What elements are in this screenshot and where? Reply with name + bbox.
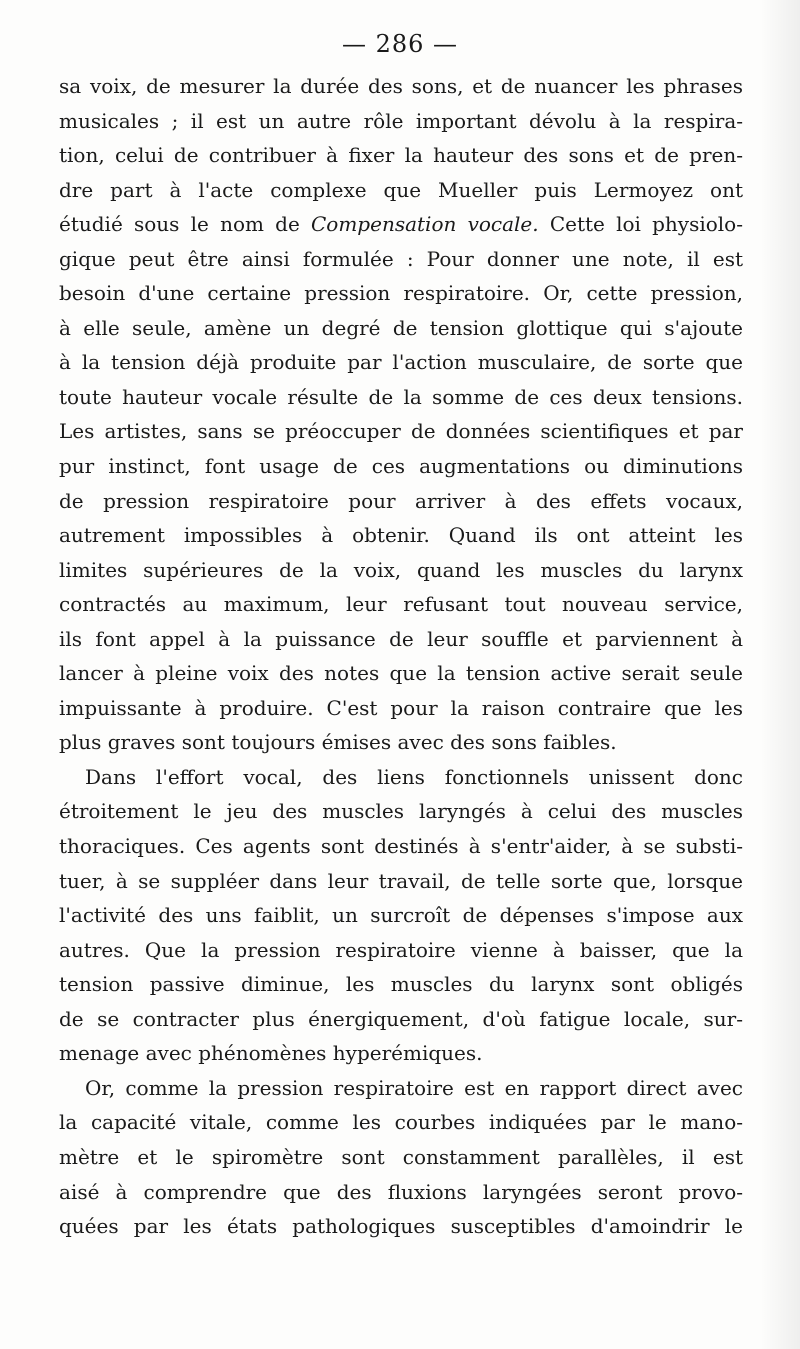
text-line: étroitement le jeu des muscles laryngés à celui des muscles bbox=[59, 799, 743, 824]
text-line: tension passive diminue, les muscles du larynx sont obligés bbox=[59, 972, 743, 997]
paragraph-end-line: plus graves sont toujours émises avec des sons faibles. bbox=[59, 730, 617, 755]
text-segment: étudié sous le nom de bbox=[59, 212, 300, 237]
text-line: pur instinct, font usage de ces augmentations ou diminutions bbox=[59, 454, 743, 479]
text-line: Les artistes, sans se préoccuper de données scientifiques et par bbox=[59, 419, 743, 444]
text-line: toute hauteur vocale résulte de la somme de ces deux tensions. bbox=[59, 384, 743, 409]
page-edge-shadow bbox=[760, 0, 800, 1349]
text-line: musicales ; il est un autre rôle important dévolu à la respira- bbox=[59, 108, 743, 133]
text-line: à la tension déjà produite par l'action musculaire, de sorte que bbox=[59, 350, 743, 375]
text-line: de se contracter plus énergiquement, d'où fatigue locale, sur- bbox=[59, 1006, 743, 1031]
body-text bbox=[59, 69, 743, 1244]
text-line: la capacité vitale, comme les courbes indiquées par le mano- bbox=[59, 1110, 743, 1135]
text-line: contractés au maximum, leur refusant tout nouveau service, bbox=[59, 592, 743, 617]
text-line: lancer à pleine voix des notes que la tension active serait seule bbox=[59, 661, 743, 686]
text-line: quées par les états pathologiques susceptibles d'amoindrir le bbox=[59, 1214, 743, 1239]
text-line: l'activité des uns faiblit, un surcroît de dépenses s'impose aux bbox=[59, 903, 743, 928]
page-number: — 286 — bbox=[341, 30, 459, 58]
text-line: autres. Que la pression respiratoire vienne à baisser, que la bbox=[59, 937, 743, 962]
text-line: dre part à l'acte complexe que Mueller puis Lermoyez ont bbox=[59, 177, 743, 202]
text-line: tuer, à se suppléer dans leur travail, de telle sorte que, lorsque bbox=[59, 868, 743, 893]
text-line: ils font appel à la puissance de leur souffle et parviennent à bbox=[59, 626, 743, 651]
text-line bbox=[59, 207, 743, 242]
text-line: sa voix, de mesurer la durée des sons, et de nuancer les phrases bbox=[59, 74, 743, 98]
text-line: impuissante à produire. C'est pour la raison contraire que les bbox=[59, 695, 743, 720]
text-line: autrement impossibles à obtenir. Quand ils ont atteint les bbox=[59, 523, 743, 548]
paragraph-start-line: Or, comme la pression respiratoire est en rapport direct avec bbox=[85, 1075, 743, 1100]
text-line: à elle seule, amène un degré de tension glottique qui s'ajoute bbox=[59, 315, 743, 340]
paragraph-end-line: menage avec phénomènes hyperémiques. bbox=[59, 1041, 483, 1066]
text-line: tion, celui de contribuer à fixer la hauteur des sons et de pren- bbox=[59, 143, 743, 168]
text-line: thoraciques. Ces agents sont destinés à s'entr'aider, à se substi- bbox=[59, 834, 743, 859]
text-line: aisé à comprendre que des fluxions laryngées seront provo- bbox=[59, 1179, 743, 1204]
italic-term: Compensation vocale. bbox=[311, 212, 539, 237]
paragraph-start-line: Dans l'effort vocal, des liens fonctionnels unissent donc bbox=[85, 764, 743, 789]
text-line: de pression respiratoire pour arriver à des effets vocaux, bbox=[59, 488, 743, 513]
text-line: mètre et le spiromètre sont constamment parallèles, il est bbox=[59, 1144, 743, 1169]
text-segment: Cette loi physiolo- bbox=[549, 212, 743, 237]
text-line: besoin d'une certaine pression respiratoire. Or, cette pression, bbox=[59, 281, 743, 306]
text-line: limites supérieures de la voix, quand les muscles du larynx bbox=[59, 557, 743, 582]
text-line: gique peut être ainsi formulée : Pour donner une note, il est bbox=[59, 246, 743, 271]
